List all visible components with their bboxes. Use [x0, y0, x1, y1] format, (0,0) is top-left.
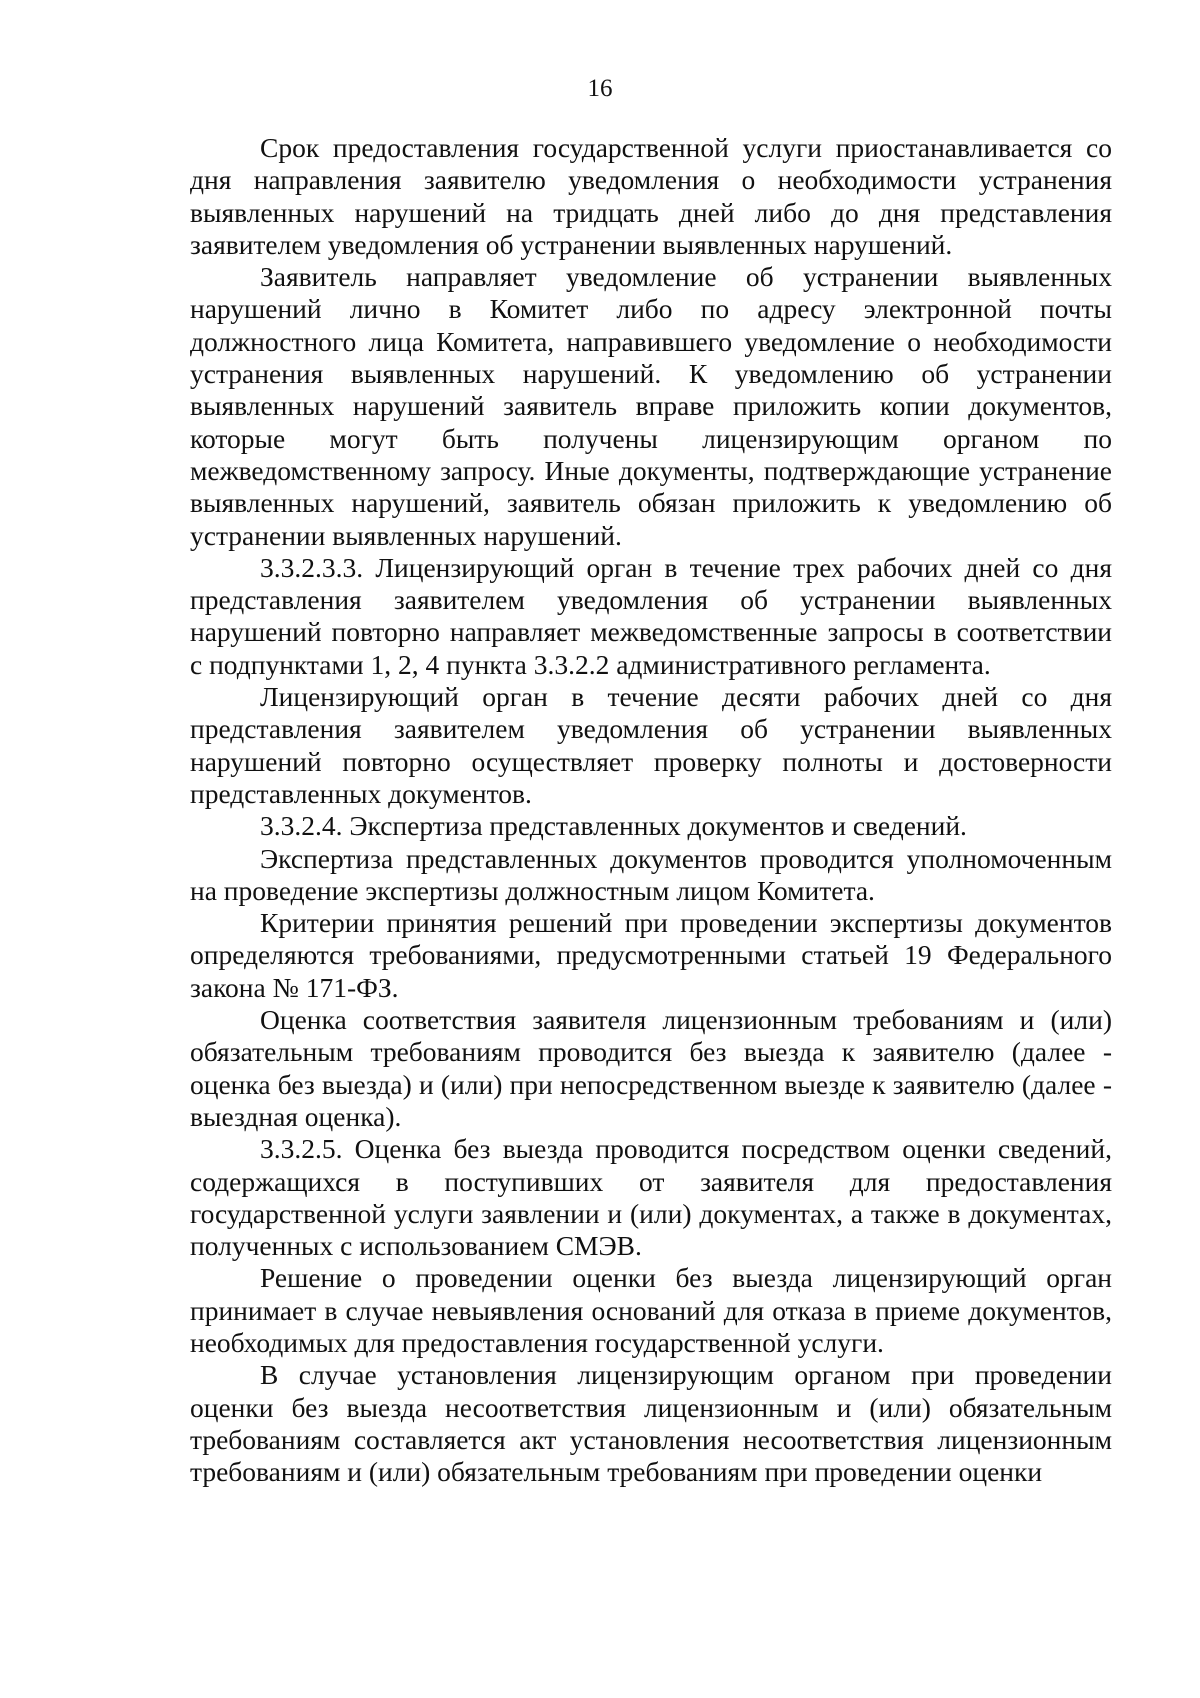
paragraph: Заявитель направляет уведомление об устранении выявленных нарушений лично в Комитет либо по адресу электронной почты должностного лица Комитета, направившего уведомление о необходимости устранения выявленных нарушений. К уведомлению об устранении выявленных нарушений заявитель вправе приложить копии документов, которые могут быть получены лицензирующим органом по межведомственному запросу. Иные документы, подтверждающие устранение выявленных нарушений, заявитель обязан приложить к уведомлению об устранении выявленных нарушений.: [190, 261, 1112, 551]
paragraph: Срок предоставления государственной услуги приостанавливается со дня направления заявителю уведомления о необходимости устранения выявленных нарушений на тридцать дней либо до дня представления заявителем уведомления об устранении выявленных нарушений.: [190, 132, 1112, 260]
section-heading-3-3-2-4: 3.3.2.4. Экспертиза представленных документов и сведений.: [260, 810, 967, 842]
paragraph: Оценка соответствия заявителя лицензионным требованиям и (или) обязательным требованиям проводится без выезда к заявителю (далее - оценка без выезда) и (или) при непосредственном выезде к заявителю (далее - выездная оценка).: [190, 1004, 1112, 1132]
paragraph: Лицензирующий орган в течение десяти рабочих дней со дня представления заявителем уведомления об устранении выявленных нарушений повторно осуществляет проверку полноты и достоверности представленных документов.: [190, 681, 1112, 809]
paragraph: В случае установления лицензирующим органом при проведении оценки без выезда несоответствия лицензионным и (или) обязательным требованиям составляется акт установления несоответствия лицензионным требованиям и (или) обязательным требованиям при проведении оценки: [190, 1359, 1112, 1488]
paragraph: Экспертиза представленных документов проводится уполномоченным на проведение экспертизы должностным лицом Комитета.: [190, 842, 1112, 906]
document-body: [190, 132, 1112, 1488]
page-number: 16: [587, 75, 613, 102]
paragraph: Решение о проведении оценки без выезда лицензирующий орган принимает в случае невыявления оснований для отказа в приеме документов, необходимых для предоставления государственной услуги.: [190, 1262, 1112, 1358]
paragraph: 3.3.2.3.3. Лицензирующий орган в течение трех рабочих дней со дня представления заявителем уведомления об устранении выявленных нарушений повторно направляет межведомственные запросы в соответствии с подпунктами 1, 2, 4 пункта 3.3.2.2 административного регламента.: [190, 551, 1112, 680]
paragraph: 3.3.2.5. Оценка без выезда проводится посредством оценки сведений, содержащихся в поступивших от заявителя для предоставления государственной услуги заявлении и (или) документах, а также в документах, полученных с использованием СМЭВ.: [190, 1133, 1112, 1262]
paragraph: Критерии принятия решений при проведении экспертизы документов определяются требованиями, предусмотренными статьей 19 Федерального закона № 171-ФЗ.: [190, 907, 1112, 1003]
